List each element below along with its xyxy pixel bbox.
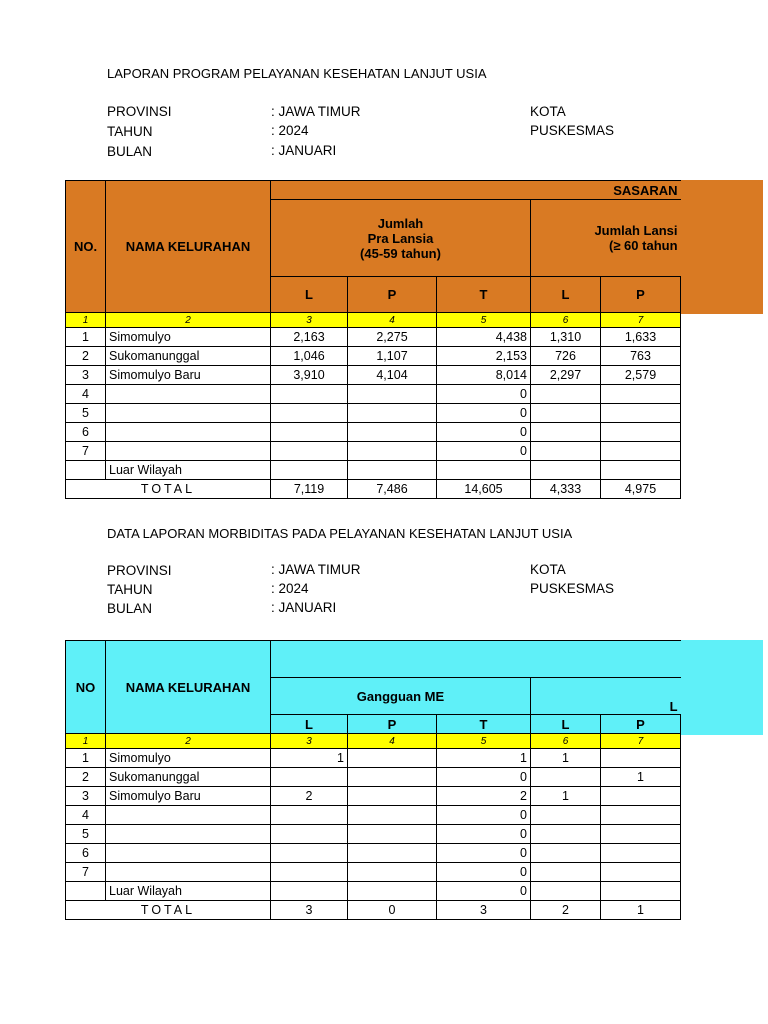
row-no: 3 <box>66 366 106 385</box>
index-cell: 4 <box>348 313 437 328</box>
row-nama <box>106 442 271 461</box>
table-row <box>66 442 681 461</box>
row-p: 1,107 <box>348 347 437 366</box>
row-p2 <box>601 749 681 768</box>
row-no: 2 <box>66 768 106 787</box>
report2-table <box>65 640 681 920</box>
table-row <box>66 882 681 901</box>
row-p <box>348 882 437 901</box>
row-p <box>348 423 437 442</box>
col-p2-header-2: P <box>601 715 681 734</box>
row-l <box>271 863 348 882</box>
row-l <box>271 442 348 461</box>
table-row <box>66 347 681 366</box>
row-l <box>271 806 348 825</box>
report2-table-wrap <box>65 640 681 920</box>
row-t: 4,438 <box>437 328 531 347</box>
row-l2: 726 <box>531 347 601 366</box>
row-no: 7 <box>66 863 106 882</box>
row-p <box>348 442 437 461</box>
row-p <box>348 749 437 768</box>
row-p2 <box>601 442 681 461</box>
table-row <box>66 366 681 385</box>
row-nama: Simomulyo Baru <box>106 787 271 806</box>
row-p2 <box>601 787 681 806</box>
table-row <box>66 787 681 806</box>
tahun-value: : 2024 <box>271 123 309 138</box>
row-no: 4 <box>66 806 106 825</box>
row-p <box>348 806 437 825</box>
total-p2-2: 1 <box>601 901 681 920</box>
col-p-header: P <box>348 277 437 313</box>
total-l2: 4,333 <box>531 480 601 499</box>
provinsi-label-2: PROVINSI <box>107 563 172 578</box>
row-l <box>271 423 348 442</box>
bulan-value-2: : JANUARI <box>271 600 337 615</box>
index-cell: 1 <box>66 734 106 749</box>
tahun-label-2: TAHUN <box>107 582 153 597</box>
row-no: 1 <box>66 749 106 768</box>
kota-label: KOTA <box>530 104 566 119</box>
row-no: 3 <box>66 787 106 806</box>
index-cell: 5 <box>437 734 531 749</box>
row-t: 0 <box>437 844 531 863</box>
col-t-header: T <box>437 277 531 313</box>
col-nama-header: NAMA KELURAHAN <box>106 181 271 313</box>
row-p <box>348 863 437 882</box>
row-t: 0 <box>437 768 531 787</box>
total-label: TOTAL <box>66 480 271 499</box>
table-row <box>66 806 681 825</box>
row-t: 0 <box>437 882 531 901</box>
row-no: 4 <box>66 385 106 404</box>
pra-lansia-header <box>271 200 531 277</box>
table-row <box>66 768 681 787</box>
col-l2-header: L <box>531 277 601 313</box>
index-cell: 3 <box>271 313 348 328</box>
row-l2: 1 <box>531 787 601 806</box>
row-p2: 763 <box>601 347 681 366</box>
row-p2 <box>601 825 681 844</box>
row-nama: Simomulyo <box>106 328 271 347</box>
row-t: 0 <box>437 385 531 404</box>
table-row <box>66 328 681 347</box>
table-row <box>66 423 681 442</box>
index-cell: 2 <box>106 313 271 328</box>
header-bg-extension-2 <box>679 640 763 735</box>
provinsi-value-2: : JAWA TIMUR <box>271 562 361 577</box>
row-no: 6 <box>66 844 106 863</box>
row-l <box>271 404 348 423</box>
row-nama <box>106 385 271 404</box>
row-t: 0 <box>437 825 531 844</box>
col-l2-header-2: L <box>531 715 601 734</box>
index-cell: 6 <box>531 734 601 749</box>
row-l2 <box>531 442 601 461</box>
row-t: 0 <box>437 442 531 461</box>
pra-lansia-line3: (45-59 tahun) <box>360 245 441 261</box>
row-p2 <box>601 863 681 882</box>
col-no-header-2: NO <box>66 641 106 734</box>
col-l-header-2: L <box>271 715 348 734</box>
row-p2 <box>601 806 681 825</box>
total-l-2: 3 <box>271 901 348 920</box>
row-l <box>271 385 348 404</box>
row-p2 <box>601 461 681 480</box>
lansia-line2: (≥ 60 tahun <box>608 238 678 253</box>
row-l <box>271 461 348 480</box>
col-nama-header-2: NAMA KELURAHAN <box>106 641 271 734</box>
row-l: 1 <box>271 749 348 768</box>
row-p <box>348 461 437 480</box>
pra-lansia-line2: Pra Lansia <box>367 230 434 246</box>
row-p: 2,275 <box>348 328 437 347</box>
row-nama: Sukomanunggal <box>106 768 271 787</box>
row-no: 1 <box>66 328 106 347</box>
header-bg-extension <box>679 180 763 314</box>
row-p2 <box>601 882 681 901</box>
index-cell: 1 <box>66 313 106 328</box>
l-cut-header: L <box>531 678 681 715</box>
table-row <box>66 385 681 404</box>
row-l2 <box>531 844 601 863</box>
lansia-line1: Jumlah Lansi <box>594 223 678 238</box>
row-no <box>66 882 106 901</box>
table-row <box>66 461 681 480</box>
row-p2: 1,633 <box>601 328 681 347</box>
index-cell: 4 <box>348 734 437 749</box>
row-l <box>271 768 348 787</box>
row-t: 0 <box>437 404 531 423</box>
row-l2 <box>531 461 601 480</box>
bulan-label: BULAN <box>107 144 153 159</box>
row-t: 2,153 <box>437 347 531 366</box>
row-nama <box>106 404 271 423</box>
total-t: 14,605 <box>437 480 531 499</box>
kota-label-2: KOTA <box>530 562 566 577</box>
row-no: 6 <box>66 423 106 442</box>
table-row <box>66 844 681 863</box>
row-p2: 1 <box>601 768 681 787</box>
row-l <box>271 882 348 901</box>
row-p <box>348 768 437 787</box>
total-row <box>66 480 681 499</box>
gangguan-me-header: Gangguan ME <box>271 678 531 715</box>
col-l-header: L <box>271 277 348 313</box>
col-no-header: NO. <box>66 181 106 313</box>
row-nama <box>106 863 271 882</box>
table-row <box>66 863 681 882</box>
row-l2 <box>531 423 601 442</box>
report1-title: LAPORAN PROGRAM PELAYANAN KESEHATAN LANJUT USIA <box>107 66 487 81</box>
row-t: 1 <box>437 749 531 768</box>
row-nama <box>106 844 271 863</box>
pra-lansia-line1: Jumlah <box>377 215 424 231</box>
row-no <box>66 461 106 480</box>
row-no: 2 <box>66 347 106 366</box>
col-t-header-2: T <box>437 715 531 734</box>
row-no: 5 <box>66 404 106 423</box>
bulan-value: : JANUARI <box>271 143 337 158</box>
total-t-2: 3 <box>437 901 531 920</box>
row-p: 4,104 <box>348 366 437 385</box>
row-nama <box>106 806 271 825</box>
row-t: 0 <box>437 806 531 825</box>
row-l2 <box>531 768 601 787</box>
row-l <box>271 825 348 844</box>
total-p: 7,486 <box>348 480 437 499</box>
row-nama: Luar Wilayah <box>106 461 271 480</box>
index-cell: 2 <box>106 734 271 749</box>
provinsi-value: : JAWA TIMUR <box>271 104 361 119</box>
tahun-value-2: : 2024 <box>271 581 309 596</box>
row-t: 0 <box>437 863 531 882</box>
row-nama: Simomulyo Baru <box>106 366 271 385</box>
row-l <box>271 844 348 863</box>
total-row-2 <box>66 901 681 920</box>
report2-title: DATA LAPORAN MORBIDITAS PADA PELAYANAN KESEHATAN LANJUT USIA <box>107 526 573 541</box>
row-l2: 1,310 <box>531 328 601 347</box>
row-l2 <box>531 385 601 404</box>
index-cell: 7 <box>601 313 681 328</box>
row-l: 3,910 <box>271 366 348 385</box>
index-cell: 5 <box>437 313 531 328</box>
index-cell: 3 <box>271 734 348 749</box>
row-t <box>437 461 531 480</box>
table-row <box>66 404 681 423</box>
index-cell: 6 <box>531 313 601 328</box>
lansia-header <box>531 200 681 277</box>
row-l2 <box>531 404 601 423</box>
puskesmas-label-2: PUSKESMAS <box>530 581 615 596</box>
table-row <box>66 749 681 768</box>
row-p <box>348 385 437 404</box>
index-row <box>66 313 681 328</box>
row-t: 0 <box>437 423 531 442</box>
row-nama <box>106 423 271 442</box>
row-nama: Simomulyo <box>106 749 271 768</box>
row-t: 2 <box>437 787 531 806</box>
row-p2 <box>601 423 681 442</box>
row-no: 5 <box>66 825 106 844</box>
row-t: 8,014 <box>437 366 531 385</box>
row-l2 <box>531 806 601 825</box>
table-row <box>66 825 681 844</box>
puskesmas-label: PUSKESMAS <box>530 123 615 138</box>
row-l2 <box>531 882 601 901</box>
row-p2: 2,579 <box>601 366 681 385</box>
total-l: 7,119 <box>271 480 348 499</box>
row-p2 <box>601 404 681 423</box>
row-no: 7 <box>66 442 106 461</box>
row-l: 2 <box>271 787 348 806</box>
provinsi-label: PROVINSI <box>107 104 172 119</box>
row-nama <box>106 825 271 844</box>
total-l2-2: 2 <box>531 901 601 920</box>
row-p2 <box>601 385 681 404</box>
bulan-label-2: BULAN <box>107 601 153 616</box>
tahun-label: TAHUN <box>107 124 153 139</box>
index-row-2 <box>66 734 681 749</box>
total-label-2: TOTAL <box>66 901 271 920</box>
row-l: 2,163 <box>271 328 348 347</box>
sasaran-header: SASARAN <box>271 181 681 200</box>
row-p <box>348 844 437 863</box>
row-l2: 1 <box>531 749 601 768</box>
report1-table-wrap <box>65 180 681 499</box>
row-p <box>348 825 437 844</box>
row-l2: 2,297 <box>531 366 601 385</box>
total-p-2: 0 <box>348 901 437 920</box>
morbiditas-top-header <box>271 641 681 678</box>
row-p2 <box>601 844 681 863</box>
index-cell: 7 <box>601 734 681 749</box>
col-p-header-2: P <box>348 715 437 734</box>
report1-table <box>65 180 681 499</box>
row-l2 <box>531 825 601 844</box>
row-nama: Sukomanunggal <box>106 347 271 366</box>
row-p <box>348 787 437 806</box>
row-nama: Luar Wilayah <box>106 882 271 901</box>
row-l2 <box>531 863 601 882</box>
row-p <box>348 404 437 423</box>
total-p2: 4,975 <box>601 480 681 499</box>
col-p2-header: P <box>601 277 681 313</box>
row-l: 1,046 <box>271 347 348 366</box>
